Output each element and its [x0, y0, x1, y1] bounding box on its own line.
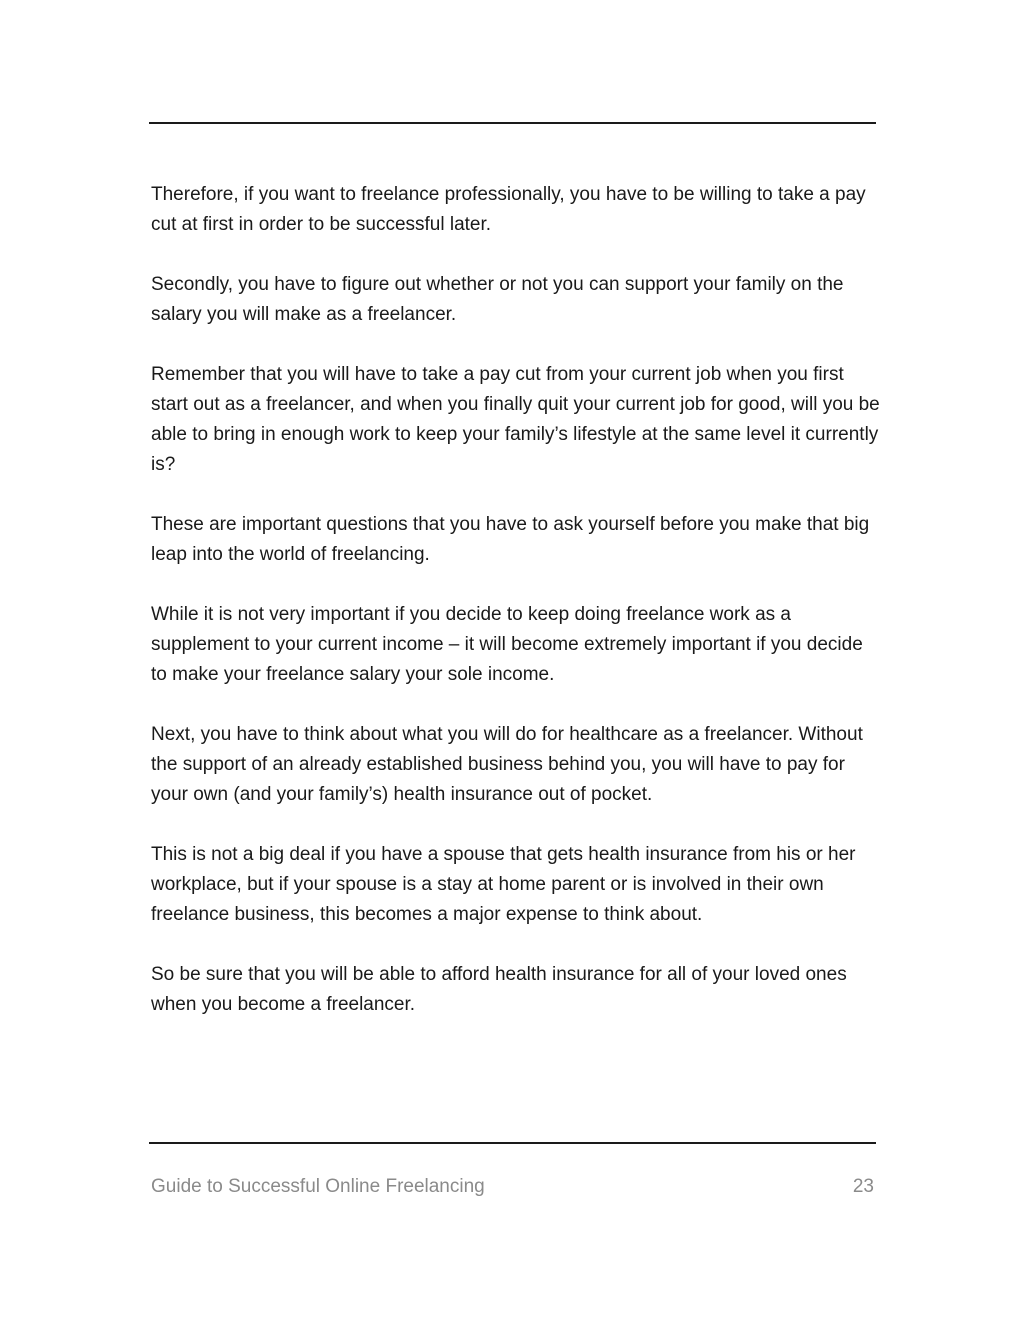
paragraph: These are important questions that you have to ask yourself before you make that big leap into the world of freelancing. — [151, 514, 870, 565]
paragraph: Next, you have to think about what you will do for healthcare as a freelancer. Without the support of an already established business behind you, you will have to pay for your own (and your family’s) health insurance out of pocket. — [151, 724, 863, 805]
footer-page-number: 23 — [852, 1176, 874, 1197]
paragraph: Remember that you will have to take a pay cut from your current job when you first start out as a freelancer, and when you finally quit your current job for good, will you be able to bring in enough work to keep your family’s lifestyle at the same level it currently is? — [151, 364, 880, 475]
paragraph: Therefore, if you want to freelance professionally, you have to be willing to take a pay cut at first in order to be successful later. — [151, 184, 866, 235]
paragraph: This is not a big deal if you have a spouse that gets health insurance from his or her workplace, but if your spouse is a stay at home parent or is involved in their own freelance business, this becomes a major expense to think about. — [151, 844, 856, 925]
page-body — [151, 180, 881, 1050]
paragraph: So be sure that you will be able to afford health insurance for all of your loved ones when you become a freelancer. — [151, 964, 847, 1015]
footer-book-title: Guide to Successful Online Freelancing — [151, 1176, 485, 1197]
paragraph: While it is not very important if you decide to keep doing freelance work as a supplement to your current income – it will become extremely important if you decide to make your freelance salary your sole income. — [151, 604, 863, 685]
header-rule — [149, 122, 876, 124]
paragraph: Secondly, you have to figure out whether or not you can support your family on the salary you will make as a freelancer. — [151, 274, 844, 325]
footer-rule — [149, 1142, 876, 1144]
page-footer — [151, 1172, 874, 1202]
